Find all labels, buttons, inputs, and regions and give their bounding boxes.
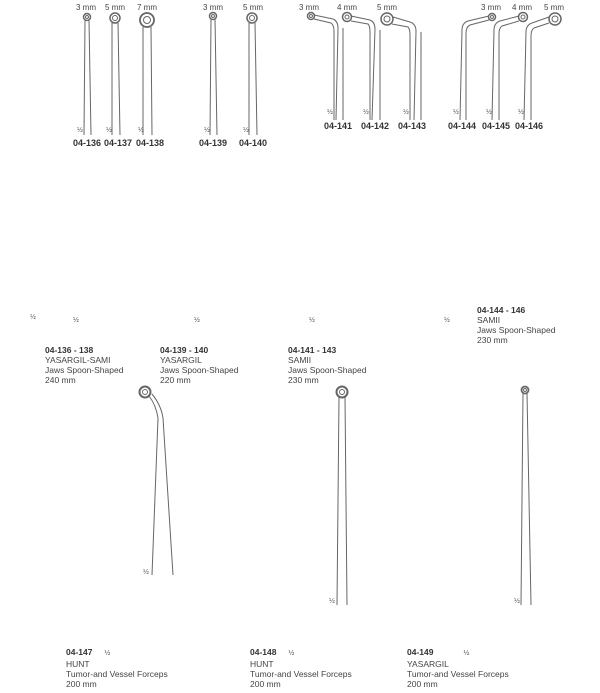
scale-mark: ½ xyxy=(288,650,295,657)
product-length: 200 mm xyxy=(407,679,438,689)
instrument-04-144-drawing xyxy=(460,14,496,121)
size-label: 5 mm xyxy=(544,3,564,12)
scale-mark: ½ xyxy=(518,109,524,116)
instrument-04-141-drawing xyxy=(308,13,344,121)
instrument-04-146-drawing xyxy=(524,13,561,120)
part-number: 04-139 xyxy=(199,138,228,148)
product-block-04-148 xyxy=(250,647,352,689)
scale-mark: ½ xyxy=(194,317,200,324)
product-name: HUNT xyxy=(250,659,274,669)
size-label: 5 mm xyxy=(377,3,397,12)
product-name: YASARGIL xyxy=(160,355,202,365)
scale-mark: ½ xyxy=(327,109,333,116)
product-name: SAMII xyxy=(288,355,312,365)
product-name: HUNT xyxy=(66,659,90,669)
scale-mark: ½ xyxy=(104,650,111,657)
size-label: 7 mm xyxy=(137,3,157,12)
product-code: 04-148 xyxy=(250,647,277,657)
size-label: 4 mm xyxy=(512,3,532,12)
scale-mark: ½ xyxy=(363,109,369,116)
instrument-04-149-drawing xyxy=(521,387,531,606)
scale-mark: ½ xyxy=(329,598,335,605)
size-label: 4 mm xyxy=(337,3,357,12)
part-number: 04-142 xyxy=(361,121,390,131)
product-length: 220 mm xyxy=(160,375,191,385)
part-number: 04-141 xyxy=(324,121,353,131)
product-codes: 04-144 - 146 xyxy=(477,305,526,315)
product-description: Tumor-and Vessel Forceps xyxy=(407,669,509,679)
product-codes: 04-141 - 143 xyxy=(288,345,337,355)
product-name: YASARGIL-SAMI xyxy=(45,355,111,365)
product-block-04-147 xyxy=(66,647,168,689)
product-block-04-136-138 xyxy=(45,345,123,385)
instrument-04-142-drawing xyxy=(343,13,381,121)
size-label: 3 mm xyxy=(481,3,501,12)
product-length: 200 mm xyxy=(250,679,281,689)
product-description: Jaws Spoon-Shaped xyxy=(288,365,367,375)
scale-mark: ½ xyxy=(403,109,409,116)
part-number: 04-145 xyxy=(482,121,511,131)
scale-mark: ½ xyxy=(444,317,450,324)
product-description: Tumor-and Vessel Forceps xyxy=(66,669,168,679)
instrument-04-147-drawing xyxy=(140,387,174,576)
size-label: 5 mm xyxy=(243,3,263,12)
scale-mark: ½ xyxy=(77,127,83,134)
product-description: Jaws Spoon-Shaped xyxy=(160,365,239,375)
product-length: 230 mm xyxy=(288,375,319,385)
size-label: 3 mm xyxy=(76,3,96,12)
product-name: YASARGIL xyxy=(407,659,449,669)
scale-mark: ½ xyxy=(309,317,315,324)
scale-mark: ½ xyxy=(30,314,36,321)
product-block-04-149 xyxy=(407,647,509,689)
product-block-04-139-140 xyxy=(160,345,238,385)
product-description: Jaws Spoon-Shaped xyxy=(477,325,556,335)
scale-mark: ½ xyxy=(453,109,459,116)
size-label: 3 mm xyxy=(203,3,223,12)
size-label: 5 mm xyxy=(105,3,125,12)
product-description: Tumor-and Vessel Forceps xyxy=(250,669,352,679)
product-length: 240 mm xyxy=(45,375,76,385)
scale-mark: ½ xyxy=(143,569,149,576)
part-number: 04-144 xyxy=(448,121,477,131)
product-length: 200 mm xyxy=(66,679,97,689)
part-number: 04-143 xyxy=(398,121,427,131)
scale-mark: ½ xyxy=(463,650,470,657)
part-number: 04-138 xyxy=(136,138,165,148)
scale-mark: ½ xyxy=(514,598,520,605)
product-codes: 04-136 - 138 xyxy=(45,345,94,355)
part-number: 04-140 xyxy=(239,138,268,148)
instrument-04-143-drawing xyxy=(381,13,421,120)
size-label: 3 mm xyxy=(299,3,319,12)
instrument-04-136-drawing xyxy=(84,14,92,136)
part-number: 04-137 xyxy=(104,138,133,148)
product-block-04-144-146 xyxy=(477,305,555,345)
instrument-04-140-drawing xyxy=(247,13,257,135)
scale-mark: ½ xyxy=(204,127,210,134)
instrument-04-139-drawing xyxy=(210,13,218,136)
instrument-04-148-drawing xyxy=(337,387,348,606)
scale-mark: ½ xyxy=(486,109,492,116)
scale-mark: ½ xyxy=(138,127,144,134)
product-code: 04-149 xyxy=(407,647,434,657)
product-block-04-141-143 xyxy=(288,345,366,385)
scale-mark: ½ xyxy=(106,127,112,134)
instrument-04-138-drawing xyxy=(140,13,154,135)
product-name: SAMII xyxy=(477,315,501,325)
product-length: 230 mm xyxy=(477,335,508,345)
part-number: 04-136 xyxy=(73,138,102,148)
product-codes: 04-139 - 140 xyxy=(160,345,209,355)
instrument-04-137-drawing xyxy=(110,13,120,135)
scale-mark: ½ xyxy=(243,127,249,134)
instrument-04-145-drawing xyxy=(492,13,528,121)
scale-mark: ½ xyxy=(73,317,79,324)
part-number: 04-146 xyxy=(515,121,544,131)
product-code: 04-147 xyxy=(66,647,93,657)
product-description: Jaws Spoon-Shaped xyxy=(45,365,124,375)
